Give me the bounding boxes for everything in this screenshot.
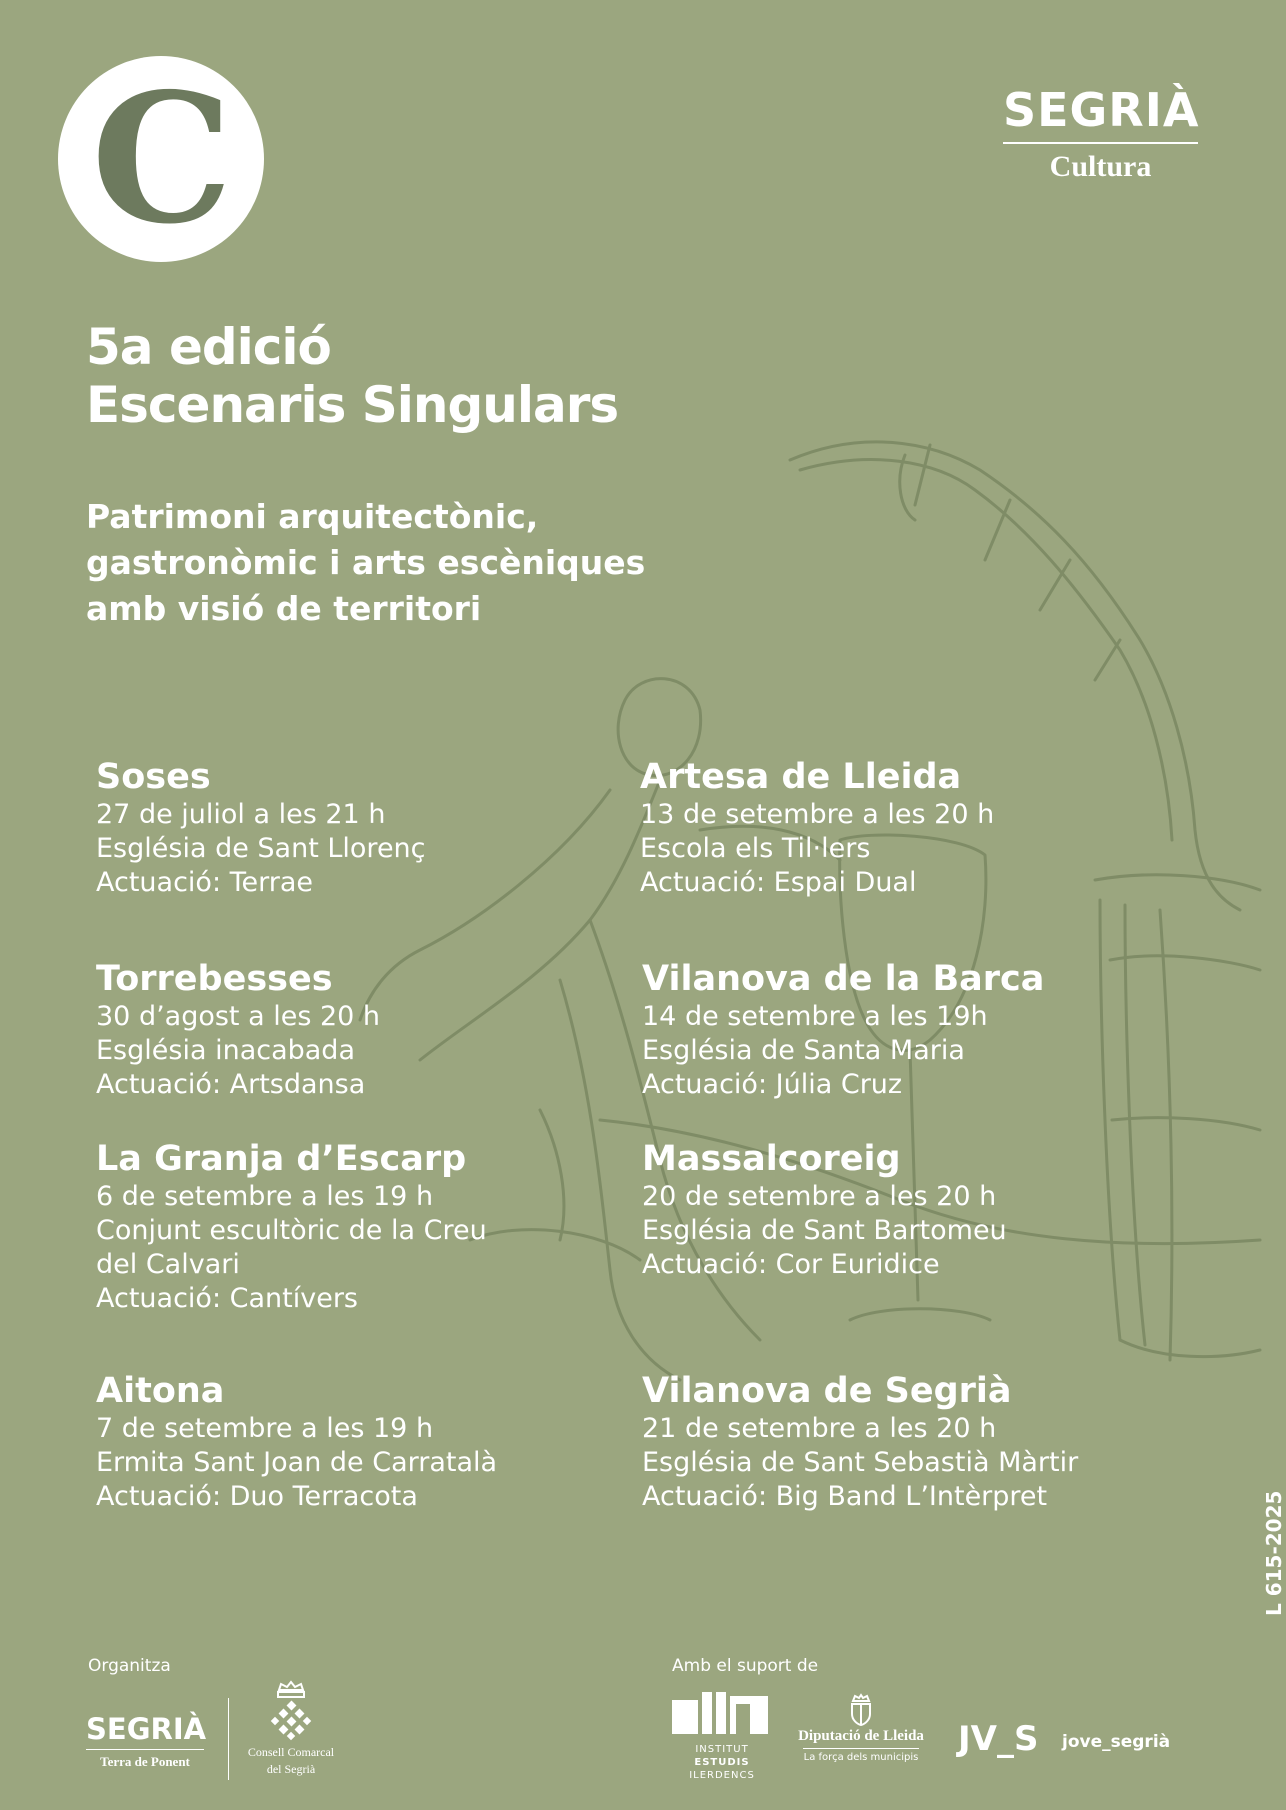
page-title [86, 318, 618, 434]
event-venue: Església de Sant Bartomeu [642, 1215, 1007, 1246]
event-venue: Conjunt escultòric de la Creu [96, 1215, 487, 1246]
event-act: Actuació: Duo Terracota [96, 1481, 418, 1512]
dipu-name: Diputació de Lleida [798, 1728, 924, 1744]
event-act: Actuació: Espai Dual [640, 867, 917, 898]
brand-name: SEGRIÀ [1003, 83, 1200, 137]
subtitle-line: gastronòmic i arts escèniques [86, 543, 646, 582]
event-venue: Escola els Til·lers [640, 833, 871, 864]
event-place: La Granja d’Escarp [96, 1139, 467, 1179]
event-place: Vilanova de la Barca [642, 959, 1045, 999]
logo-letter: C [91, 54, 231, 263]
event-place: Soses [96, 757, 211, 797]
event-la-granja [96, 1138, 656, 1316]
consell-line: Consell Comarcal [247, 1745, 335, 1759]
event-act: Actuació: Júlia Cruz [642, 1069, 903, 1100]
subtitle-line: Patrimoni arquitectònic, [86, 497, 539, 536]
consell-comarcal-logo [246, 1680, 336, 1776]
event-aitona [96, 1370, 656, 1514]
iec-mark-icon [672, 1692, 768, 1742]
consell-line: del Segrià [266, 1762, 316, 1776]
event-torrebesses [96, 958, 656, 1102]
event-soses [96, 756, 656, 900]
jove-segria-logo: JV_S [958, 1719, 1039, 1759]
event-venue: Església inacabada [96, 1035, 355, 1066]
event-place: Artesa de Lleida [640, 757, 962, 797]
event-date: 6 de setembre a les 19 h [96, 1181, 434, 1212]
event-date: 14 de setembre a les 19h [642, 1001, 988, 1032]
event-act: Actuació: Cantívers [96, 1283, 358, 1314]
segria-logo-sub: Terra de Ponent [100, 1754, 190, 1769]
iec-line: ILERDENCS [689, 1770, 755, 1781]
event-venue: Església de Sant Llorenç [96, 833, 426, 864]
page-subtitle [86, 494, 645, 632]
organitza-label: Organitza [88, 1656, 171, 1676]
event-place: Aitona [96, 1371, 225, 1411]
subtitle-line: amb visió de territori [86, 589, 482, 628]
coat-of-arms-icon [848, 1694, 874, 1726]
event-venue: Ermita Sant Joan de Carratalà [96, 1447, 498, 1478]
iec-line: ESTUDIS [694, 1757, 750, 1768]
iec-logo [672, 1692, 772, 1781]
event-place: Torrebesses [96, 959, 333, 999]
event-date: 21 de setembre a les 20 h [642, 1413, 997, 1444]
event-place: Vilanova de Segrià [642, 1371, 1012, 1411]
event-date: 7 de setembre a les 19 h [96, 1413, 434, 1444]
event-venue: Església de Sant Sebastià Màrtir [642, 1447, 1079, 1478]
dipu-divider [803, 1748, 919, 1749]
event-massalcoreig [642, 1138, 1202, 1282]
cultura-c-logo [58, 56, 264, 262]
legal-deposit: L 615-2025 [1262, 1490, 1286, 1616]
title-line: 5a edició [86, 318, 331, 376]
event-act: Actuació: Artsdansa [96, 1069, 366, 1100]
event-act: Actuació: Terrae [96, 867, 314, 898]
event-date: 13 de setembre a les 20 h [640, 799, 995, 830]
coat-of-arms-icon [269, 1680, 313, 1742]
segria-terra-logo [86, 1712, 207, 1770]
event-date: 27 de juliol a les 21 h [96, 799, 386, 830]
event-date: 30 d’agost a les 20 h [96, 1001, 381, 1032]
event-act: Actuació: Cor Euridice [642, 1249, 940, 1280]
event-artesa [640, 756, 1200, 900]
segria-logo-divider [86, 1749, 204, 1750]
suport-label: Amb el suport de [672, 1656, 819, 1676]
event-vilanova-segria [642, 1370, 1202, 1514]
event-venue: del Calvari [96, 1249, 240, 1280]
brand-divider [1003, 142, 1198, 144]
event-place: Massalcoreig [642, 1139, 901, 1179]
brand-sub: Cultura [1049, 150, 1152, 183]
event-act: Actuació: Big Band L’Intèrpret [642, 1481, 1048, 1512]
event-vilanova-barca [642, 958, 1202, 1102]
iec-line: INSTITUT [695, 1744, 749, 1755]
segria-logo-name: SEGRIÀ [86, 1712, 207, 1746]
event-venue: Església de Santa Maria [642, 1035, 965, 1066]
diputacio-lleida-logo [793, 1694, 929, 1763]
event-date: 20 de setembre a les 20 h [642, 1181, 997, 1212]
dipu-tagline: La força dels municipis [803, 1752, 919, 1763]
footer-divider [228, 1698, 229, 1780]
jove-segria-handle: jove_segrià [1062, 1732, 1171, 1752]
segria-cultura-brand [1003, 80, 1198, 184]
title-line: Escenaris Singulars [86, 376, 619, 434]
